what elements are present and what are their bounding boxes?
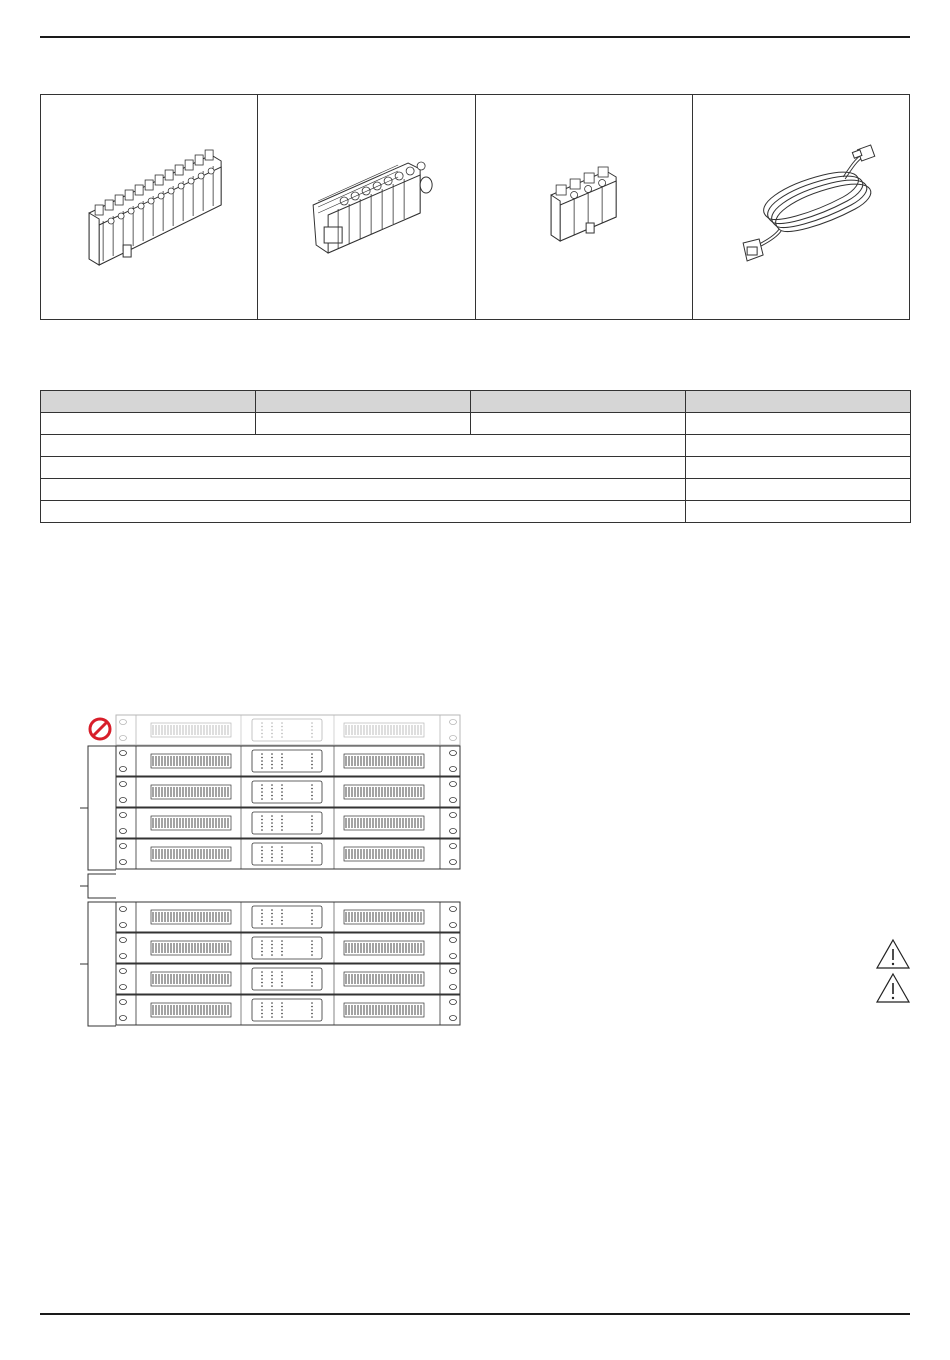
table-header-row [41,391,911,413]
table-cell [686,435,911,457]
table-row [41,413,911,435]
accessory-cell-4 [693,95,909,319]
table-cell-merged [41,501,686,523]
footer-rule [40,1313,910,1315]
table-row [41,457,911,479]
table-cell [41,413,256,435]
table-header-cell [686,391,911,413]
table-cell [686,479,911,501]
table-header-cell [471,391,686,413]
table-row [41,501,911,523]
rack-unit-prohibited [116,715,460,745]
rack-group-bracket-bottom [80,902,116,1026]
header-rule [40,36,910,38]
rack-unit [116,777,460,807]
terminal-block-8pin-icon [258,95,474,319]
prohibited-icon [90,719,110,739]
warning-triangle-icon [875,972,911,1004]
rack-unit [116,995,460,1025]
table-header-cell [41,391,256,413]
table-header-cell [256,391,471,413]
power-cord-icon [693,95,909,319]
terminal-block-12pin-icon [41,95,257,319]
table-cell-merged [41,479,686,501]
terminal-block-4pin-icon [476,95,692,319]
table-cell [686,501,911,523]
rack-unit [116,964,460,994]
rack-unit [116,746,460,776]
table-cell [686,457,911,479]
table-row [41,435,911,457]
table-cell [256,413,471,435]
table-cell [686,413,911,435]
accessory-cell-1 [41,95,258,319]
rack-unit [116,839,460,869]
table-cell-merged [41,435,686,457]
rack-unit [116,808,460,838]
table-row [41,479,911,501]
rack-group-bracket-top [80,746,116,870]
rack-diagram-svg [60,705,480,1035]
accessory-cell-3 [476,95,693,319]
table-cell-merged [41,457,686,479]
warning-triangle-icon [875,938,911,970]
rack-stacking-diagram [60,705,480,1035]
rack-gap-bracket [80,874,116,898]
accessory-table [40,390,911,523]
accessories-image-grid [40,94,910,320]
accessory-cell-2 [258,95,475,319]
table-cell [471,413,686,435]
rack-unit [116,902,460,932]
rack-unit [116,933,460,963]
